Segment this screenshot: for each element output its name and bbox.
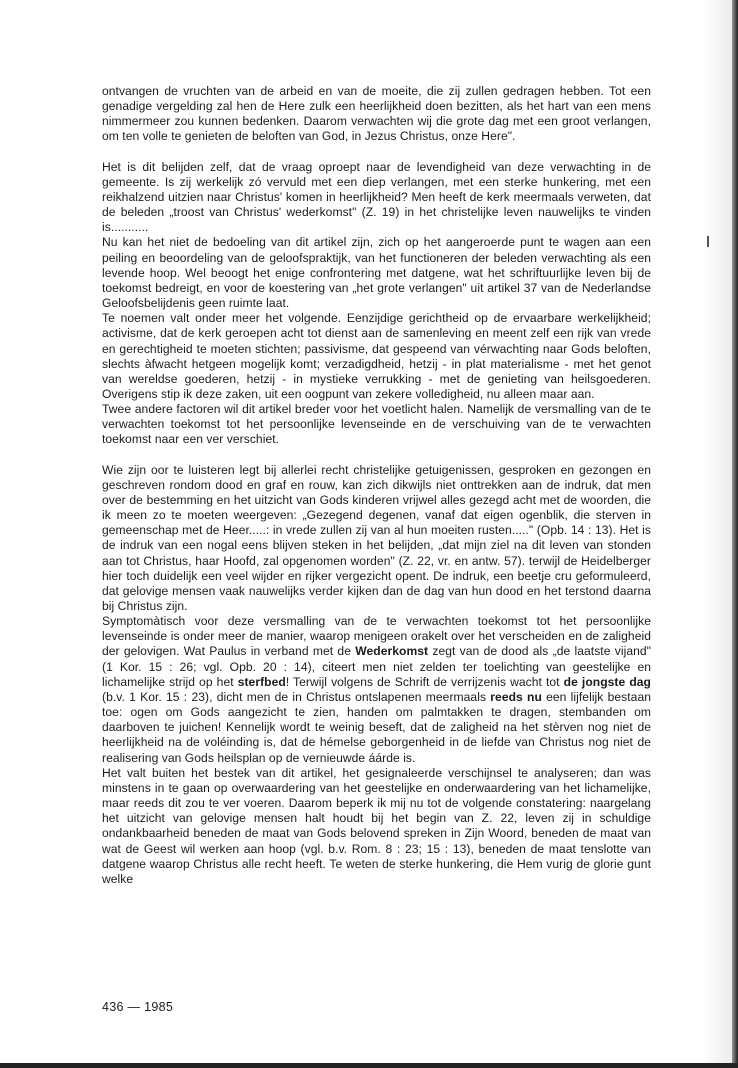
paragraph-text: Wie zijn oor te luisteren legt bij allerlei recht christelijke getuigenissen, gesproken en gezongen en geschreven rondom dood en graf en rouw, kan zich dikwijls niet onttrekken aan de indruk, dat men over de bestemming en het uitzicht van Gods kinderen vrijwel alles gezegd acht met de woorden, die ik meen zo te moeten weergeven: „Gezegend degenen, vanaf dat eigen ogenblik, die sterven in gemeenschap met de Heer.....: in vrede zullen zij van al hun moeiten rusten....." (Opb. 14 : 13). Het is de indruk van een nogal eens blijven steken in het belijden, „dat mijn ziel na dit leven van stonden aan tot Christus, haar Hoofd, zal opgenomen worden" (Z. 22, vr. en antw. 57). terwijl de Heidelberger hier toch duidelijk een veel wijder en rijker vergezicht opent. De indruk, een beetje cru geformuleerd, dat gelovige mensen vaak nauwelijks verder kijken dan de dag van hun dood en het terstond daarna bij Christus zijn. <box>102 462 651 613</box>
paragraph-text: zegt van de dood als „de laatste vijand" (1 Kor. 15 : 26; vgl. Opb. 20 : 14), citeert men niet zelden ter toelichting van geestelijke en lichamelijke strijd op het <box>102 644 651 689</box>
emphasis-text: de jongste dag <box>563 674 651 689</box>
paragraph-text: ontvangen de vruchten van de arbeid en van de moeite, die zij zullen gedragen hebben. Tot een genadige vergelding zal hen de Here zulk een heerlijkheid doen bezitten, als het hart van een mens nimmermeer zou kunnen bedenken. Daarom verwachten wij die grote dag met een groot verlangen, om ten volle te genieten de beloften van God, in Jezus Christus, onze Here". <box>102 84 651 144</box>
article-body <box>102 84 651 887</box>
emphasis-text: reeds nu <box>490 689 542 704</box>
margin-mark <box>707 236 709 247</box>
emphasis-text: sterfbed <box>237 674 286 689</box>
paragraph <box>102 463 651 615</box>
scan-shadow <box>702 0 732 1068</box>
paragraph-text: een lijfelijk bestaan toe: ogen om Gods aangezicht te zien, handen om palmtakken te dragen, stembanden om daarboven te juichen! Kennelijk wordt te weinig beseft, dat de zaligheid na het stèrven nog niet de heerlijkheid na de voléinding is, dat de hémelse geborgenheid in de liefde van Christus nog niet de realisering van Gods heilsplan op de vernieuwde áárde is. <box>102 689 651 765</box>
paragraph <box>102 84 651 145</box>
paragraph-text: Symptomàtisch voor deze versmalling van de te verwachten toekomst tot het persoonlijke levenseinde is onder meer de manier, waarop menigeen orakelt over het verscheiden en de zaligheid der gelovigen. Wat Paulus in verband met de <box>102 614 651 659</box>
emphasis-text: Wederkomst <box>355 644 429 659</box>
scan-edge-bottom <box>0 1063 738 1068</box>
paragraph-text: Het is dit belijden zelf, dat de vraag oproept naar de levendigheid van deze verwachting in de gemeente. Is zij werkelijk zó vervuld met een diep verlangen, met een sterke hunkering, met een reikhalzend uitzien naar Christus' komen in heerlijkheid? Men heeft de kerk meermaals verweten, dat de beleden „troost van Christus' wederkomst" (Z. 19) in het christelijke leven nauwelijks te vinden is........... <box>102 159 651 235</box>
paragraph <box>102 235 651 311</box>
scan-edge-right <box>732 0 738 1068</box>
paragraph-text: Twee andere factoren wil dit artikel breder voor het voetlicht halen. Namelijk de versmalling van de te verwachten toekomst tot het persoonlijke levenseinde en de verschuiving van de te verwachten toekomst naar een ver verschiet. <box>102 402 651 447</box>
paragraph-text: Te noemen valt onder meer het volgende. Eenzijdige gerichtheid op de ervaarbare werkelijkheid; activisme, dat de kerk geroepen acht tot dienst aan de samenleving en meent zelf een rijk van vrede en gerechtigheid te moeten stichten; passivisme, dat gespeend van vérwachting naar Gods beloften, slechts àfwacht hetgeen mogelijk komt; verzadigdheid, hetzij - in plat materialisme - met het genot van wereldse goederen, hetzij - in mystieke verrukking - met de genieting van heilsgoederen. Overigens stip ik deze zaken, uit een oogpunt van zekere volledigheid, nu alleen maar aan. <box>102 311 651 401</box>
paragraph-text: ! Terwijl volgens de Schrift de verrijzenis wacht tot <box>285 674 564 689</box>
paragraph <box>102 402 651 447</box>
paragraph <box>102 766 651 887</box>
page-number: 436 — 1985 <box>102 1000 174 1014</box>
paragraph <box>102 614 651 766</box>
paragraph <box>102 160 651 236</box>
paragraph-text: (b.v. 1 Kor. 15 : 23), dicht men de in Christus ontslapenen meermaals <box>102 689 491 704</box>
paragraph-text: Nu kan het niet de bedoeling van dit artikel zijn, zich op het aangeroerde punt te wagen aan een peiling en beoordeling van de geloofspraktijk, van het functioneren der beleden verwachting als een levende hoop. Wel beoogt het enige confrontering met datgene, wat het schriftuurlijke leven bij de toekomst bedreigt, en voor de koestering van „het grote verlangen" uit artikel 37 van de Nederlandse Geloofsbelijdenis geen ruimte laat. <box>102 235 651 311</box>
paragraph-text: Het valt buiten het bestek van dit artikel, het gesignaleerde verschijnsel te analyseren; dan was minstens in te gaan op overwaardering van het geestelijke en onderwaardering van het lichamelijke, maar reeds dit zou te ver voeren. Daarom beperk ik mij nu tot de volgende constatering: naargelang het uitzicht van gelovige mensen halt houdt bij het begin van Z. 22, leven zij in schuldige ondankbaarheid beneden de maat van Gods belovend spreken in Zijn Woord, beneden de maat van wat de Geest wil werken aan hoop (vgl. b.v. Rom. 8 : 23; 15 : 13), beneden de maat tenslotte van datgene waarop Christus alle recht heeft. Te weten de sterke hunkering, die Hem vurig de glorie gunt welke <box>102 765 651 886</box>
paragraph <box>102 311 651 402</box>
